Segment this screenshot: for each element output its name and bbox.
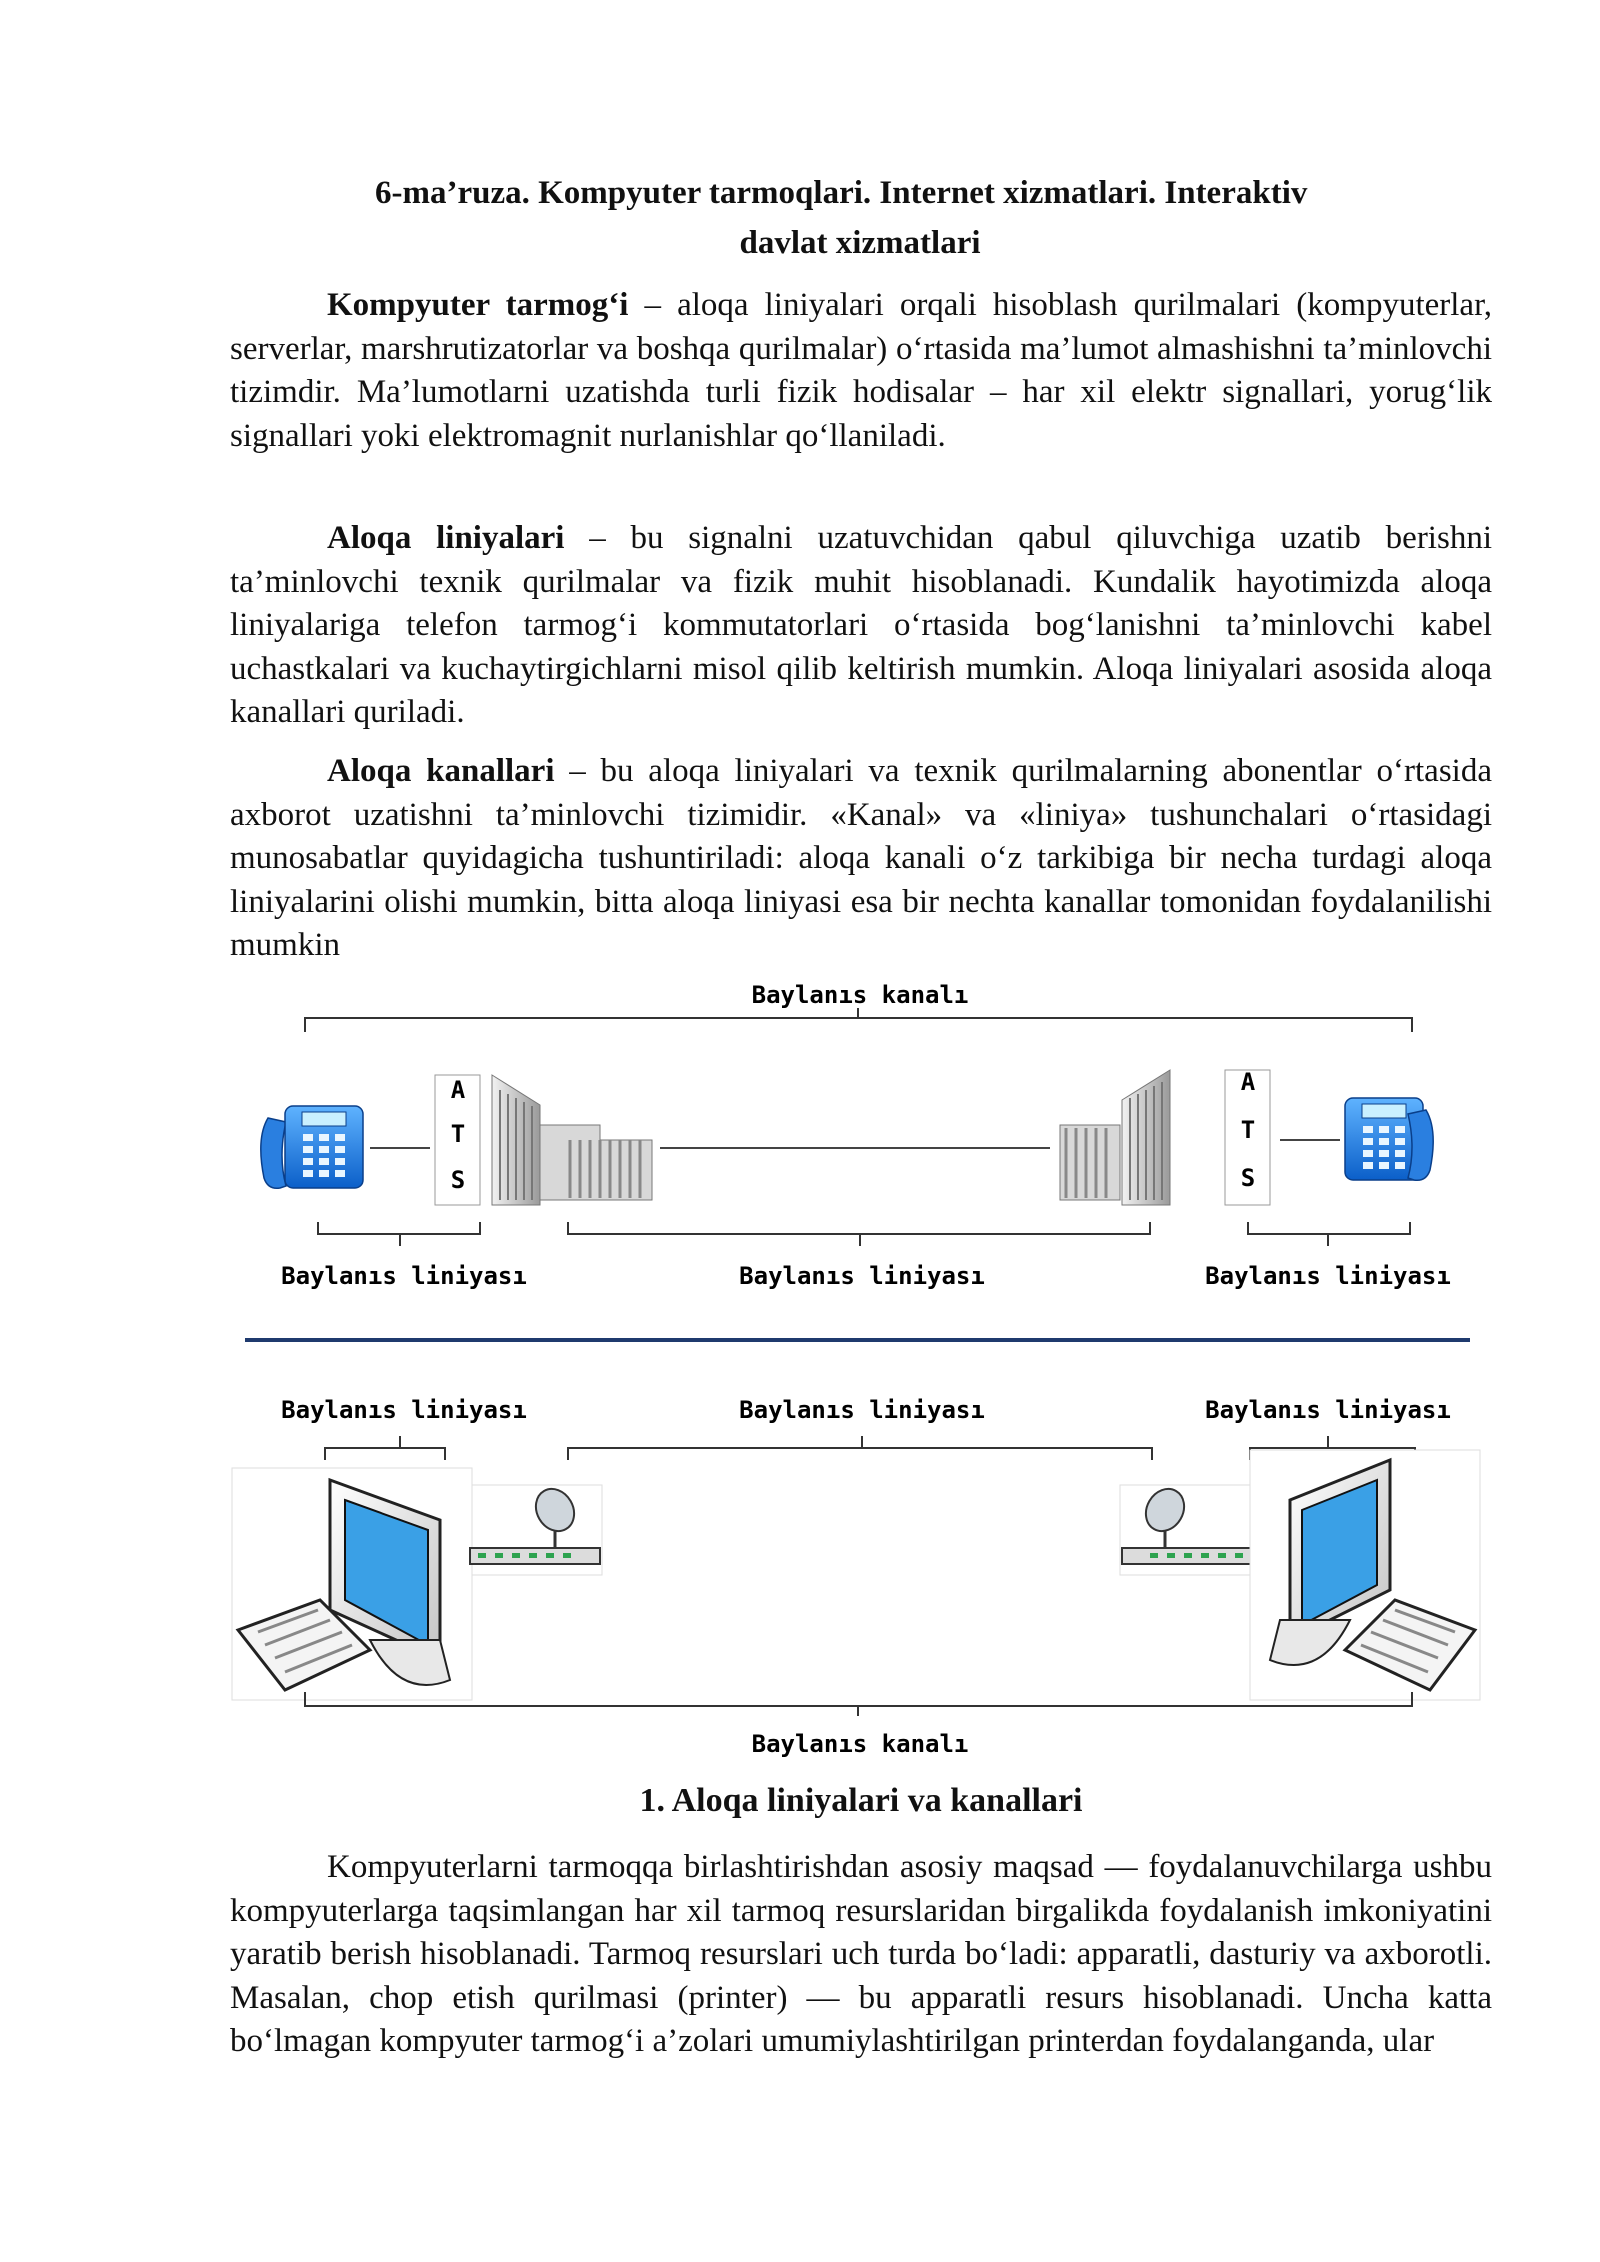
computer-icon (1250, 1450, 1480, 1700)
satellite-modem-right (1120, 1482, 1252, 1575)
paragraph-channels-text: – bu aloqa liniyalari va texnik qurilmalarning abonentlar o‘rtasida axborot uzatishni ta’minlovchi tizimidir. «Kanal» va «liniya» tushunchalari o‘rtasidagi munosabatlar quyidagicha tushuntiriladi: aloqa kanali o‘z tarkibiga bir necha turdagi aloqa liniyalarini olishi mumkin, bitta aloqa liniyasi esa bir nechta kanallar tomonidan foydalanilishi mumkin (230, 753, 1492, 964)
computer-icon (232, 1468, 472, 1700)
ats-left-letter-a: A (450, 1076, 466, 1104)
section-heading: 1. Aloqa liniyalari va kanallari (639, 1782, 1083, 1819)
phone-icon (1345, 1098, 1433, 1180)
term-network: Kompyuter tarmog‘i (327, 287, 629, 323)
line-label-4: Baylanıs liniyası (281, 1396, 527, 1424)
channel-bracket-top (305, 1008, 1412, 1032)
line-label-1: Baylanıs liniyası (281, 1262, 527, 1290)
paragraph-lines-text: – bu signalni uzatuvchidan qabul qiluvchiga uzatib berishni ta’minlovchi texnik qurilmalar va fizik muhit hisoblanadi. Kundalik hayotimizda aloqa liniyalariga telefon tarmog‘i kommutatorlari o‘rtasida bog‘lanishni ta’minlovchi kabel uchastkalari va kuchaytirgichlarni misol qilib keltirish mumkin. Aloqa liniyalari asosida aloqa kanallari quriladi. (230, 520, 1492, 731)
ats-switch-left (435, 1075, 652, 1205)
title-line-1: 6-ma’ruza. Kompyuter tarmoqlari. Internet xizmatlari. Interaktiv (375, 175, 1308, 211)
satellite-modem-left (470, 1482, 602, 1575)
ats-right-letter-s: S (1240, 1164, 1256, 1192)
ats-right-letter-t: T (1240, 1116, 1256, 1144)
ats-right-letter-a: A (1240, 1068, 1256, 1096)
line-label-2: Baylanıs liniyası (739, 1262, 985, 1290)
channel-label-top: Baylanıs kanalı (751, 981, 969, 1009)
ats-left-letter-t: T (450, 1120, 466, 1148)
ats-switch-right (1060, 1070, 1270, 1205)
channel-label-bottom: Baylanıs kanalı (751, 1730, 969, 1758)
phone-icon (261, 1106, 363, 1188)
line-label-3: Baylanıs liniyası (1205, 1262, 1451, 1290)
line-label-6: Baylanıs liniyası (1205, 1396, 1451, 1424)
title-line-2: davlat xizmatlari (739, 225, 981, 261)
term-lines: Aloqa liniyalari (327, 520, 565, 556)
ats-left-letter-s: S (450, 1166, 466, 1194)
line-label-5: Baylanıs liniyası (739, 1396, 985, 1424)
paragraph-network-text: – aloqa liniyalari orqali hisoblash qurilmalari (kompyuterlar, serverlar, marshrutizatorlar va boshqa qurilmalar) o‘rtasida ma’lumot almashishni ta’minlovchi tizimdir. Ma’lumotlarni uzatishda turli fizik hodisalar – har xil elektr signallari, yorug‘lik signallari yoki elektromagnit nurlanishlar qo‘llaniladi. (230, 287, 1492, 454)
paragraph-networking-purpose: Kompyuterlarni tarmoqqa birlashtirishdan asosiy maqsad — foydalanuvchilarga ushbu kompyuterlarga taqsimlangan har xil tarmoq resurslaridan birgalikda foydalanish imkoniyatini yaratib berish hisoblanadi. Tarmoq resurslari uch turda bo‘ladi: apparatli, dasturiy va axborotli. Masalan, chop etish qurilmasi (printer) — bu apparatli resurs hisoblanadi. Uncha katta bo‘lmagan kompyuter tarmog‘i a’zolari umumiylashtirilgan printerdan foydalanganda, ular (230, 1849, 1492, 2060)
term-channels: Aloqa kanallari (327, 753, 555, 789)
